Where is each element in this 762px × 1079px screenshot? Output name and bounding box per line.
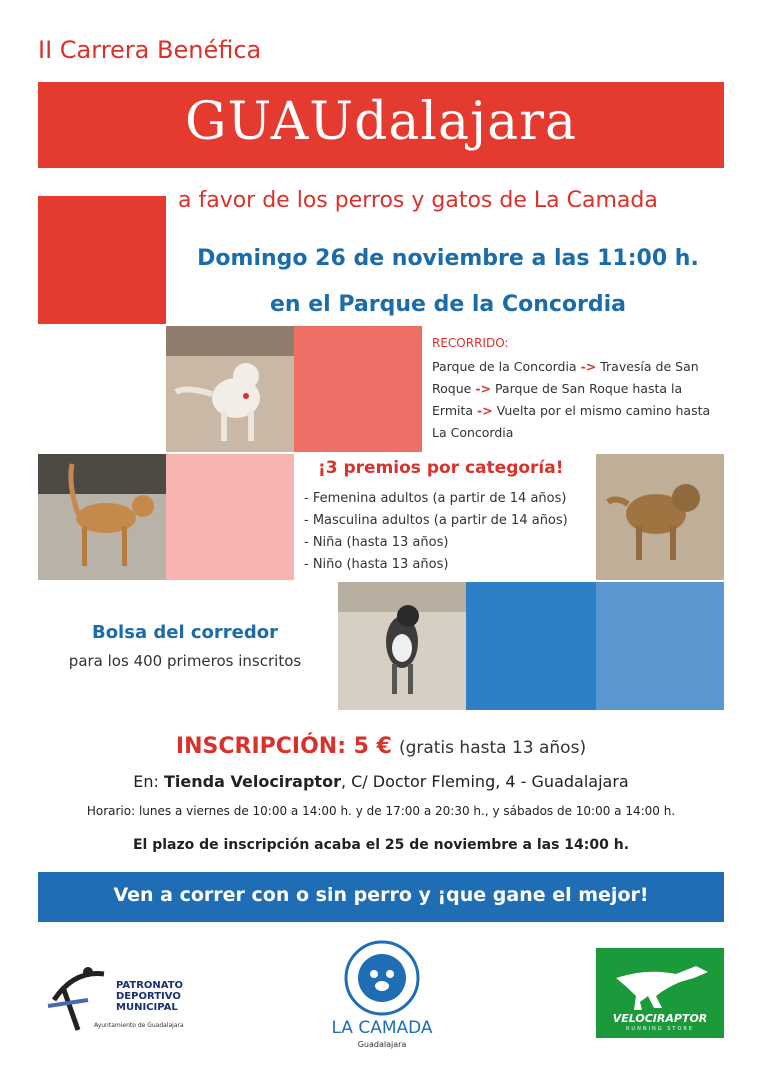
route-stop-4: Vuelta por el mismo camino hasta La Concordia	[432, 403, 711, 440]
la-camada-logo	[322, 940, 442, 1055]
route-stop-1: Parque de la Concordia	[432, 359, 577, 374]
camada-city: Guadalajara	[357, 1040, 407, 1049]
route-description	[432, 356, 727, 444]
event-title: GUAUdalajara	[184, 92, 578, 152]
salmon-square	[294, 326, 422, 452]
beneficiary-line: a favor de los perros y gatos de La Camada	[178, 188, 658, 213]
route-stop-2: Travesía de San Roque	[432, 359, 699, 396]
location-prefix: En:	[133, 772, 159, 791]
patronato-line: PATRONATO	[116, 980, 184, 991]
route-arrow: ->	[477, 403, 493, 418]
prize-item: - Niña (hasta 13 años)	[304, 535, 449, 550]
prize-item: - Niño (hasta 13 años)	[304, 557, 449, 572]
inscription-price: INSCRIPCIÓN: 5 €	[175, 734, 392, 759]
route-stop-3: Parque de San Roque hasta la Ermita	[432, 381, 683, 418]
red-square	[38, 196, 166, 324]
dog-photo-4	[338, 582, 466, 710]
event-date-location	[178, 236, 718, 328]
dog-photo-1	[166, 326, 294, 452]
event-subtitle: II Carrera Benéfica	[38, 36, 262, 64]
prize-item: - Masculina adultos (a partir de 14 años)	[304, 513, 568, 528]
route-arrow: ->	[475, 381, 491, 396]
inscription-location	[38, 772, 724, 791]
blue-square	[466, 582, 596, 710]
patronato-logo	[44, 960, 204, 1040]
runner-bag-subtitle: para los 400 primeros inscritos	[68, 652, 302, 670]
inscription-note: (gratis hasta 13 años)	[398, 738, 587, 758]
velociraptor-logo	[596, 948, 724, 1038]
route-label: RECORRIDO:	[432, 336, 509, 350]
inscription-deadline: El plazo de inscripción acaba el 25 de noviembre a las 14:00 h.	[132, 837, 630, 853]
store-hours: Horario: lunes a viernes de 10:00 a 14:00 h. y de 17:00 a 20:30 h., y sábados de 10:00 a 14:00 h.	[86, 804, 676, 818]
patronato-line: DEPORTIVO	[116, 991, 181, 1002]
velociraptor-sub: RUNNING STORE	[625, 1026, 695, 1032]
slogan-text: Ven a correr con o sin perro y ¡que gane el mejor!	[113, 884, 649, 906]
runner-bag-title: Bolsa del corredor	[91, 622, 279, 643]
patronato-small: Ayuntamiento de Guadalajara	[94, 1022, 184, 1029]
prize-item: - Femenina adultos (a partir de 14 años)	[304, 491, 567, 506]
prizes-list	[304, 488, 568, 576]
dog-photo-2	[38, 454, 166, 580]
store-name: Tienda Velociraptor	[164, 772, 341, 791]
light-blue-square	[596, 582, 724, 710]
event-location: en el Parque de la Concordia	[269, 292, 627, 317]
velociraptor-name: VELOCIRAPTOR	[612, 1012, 708, 1025]
pink-square	[166, 454, 294, 580]
route-arrow: ->	[580, 359, 597, 374]
store-address: , C/ Doctor Fleming, 4 - Guadalajara	[340, 772, 629, 791]
prizes-title: ¡3 premios por categoría!	[318, 458, 564, 478]
inscription-line	[38, 734, 724, 759]
camada-name: LA CAMADA	[331, 1018, 433, 1038]
paw-dog-icon	[322, 940, 442, 1020]
event-date: Domingo 26 de noviembre a las 11:00 h.	[197, 246, 699, 271]
patronato-line: MUNICIPAL	[116, 1002, 178, 1013]
dog-photo-3	[596, 454, 724, 580]
dinosaur-icon	[596, 952, 724, 1016]
